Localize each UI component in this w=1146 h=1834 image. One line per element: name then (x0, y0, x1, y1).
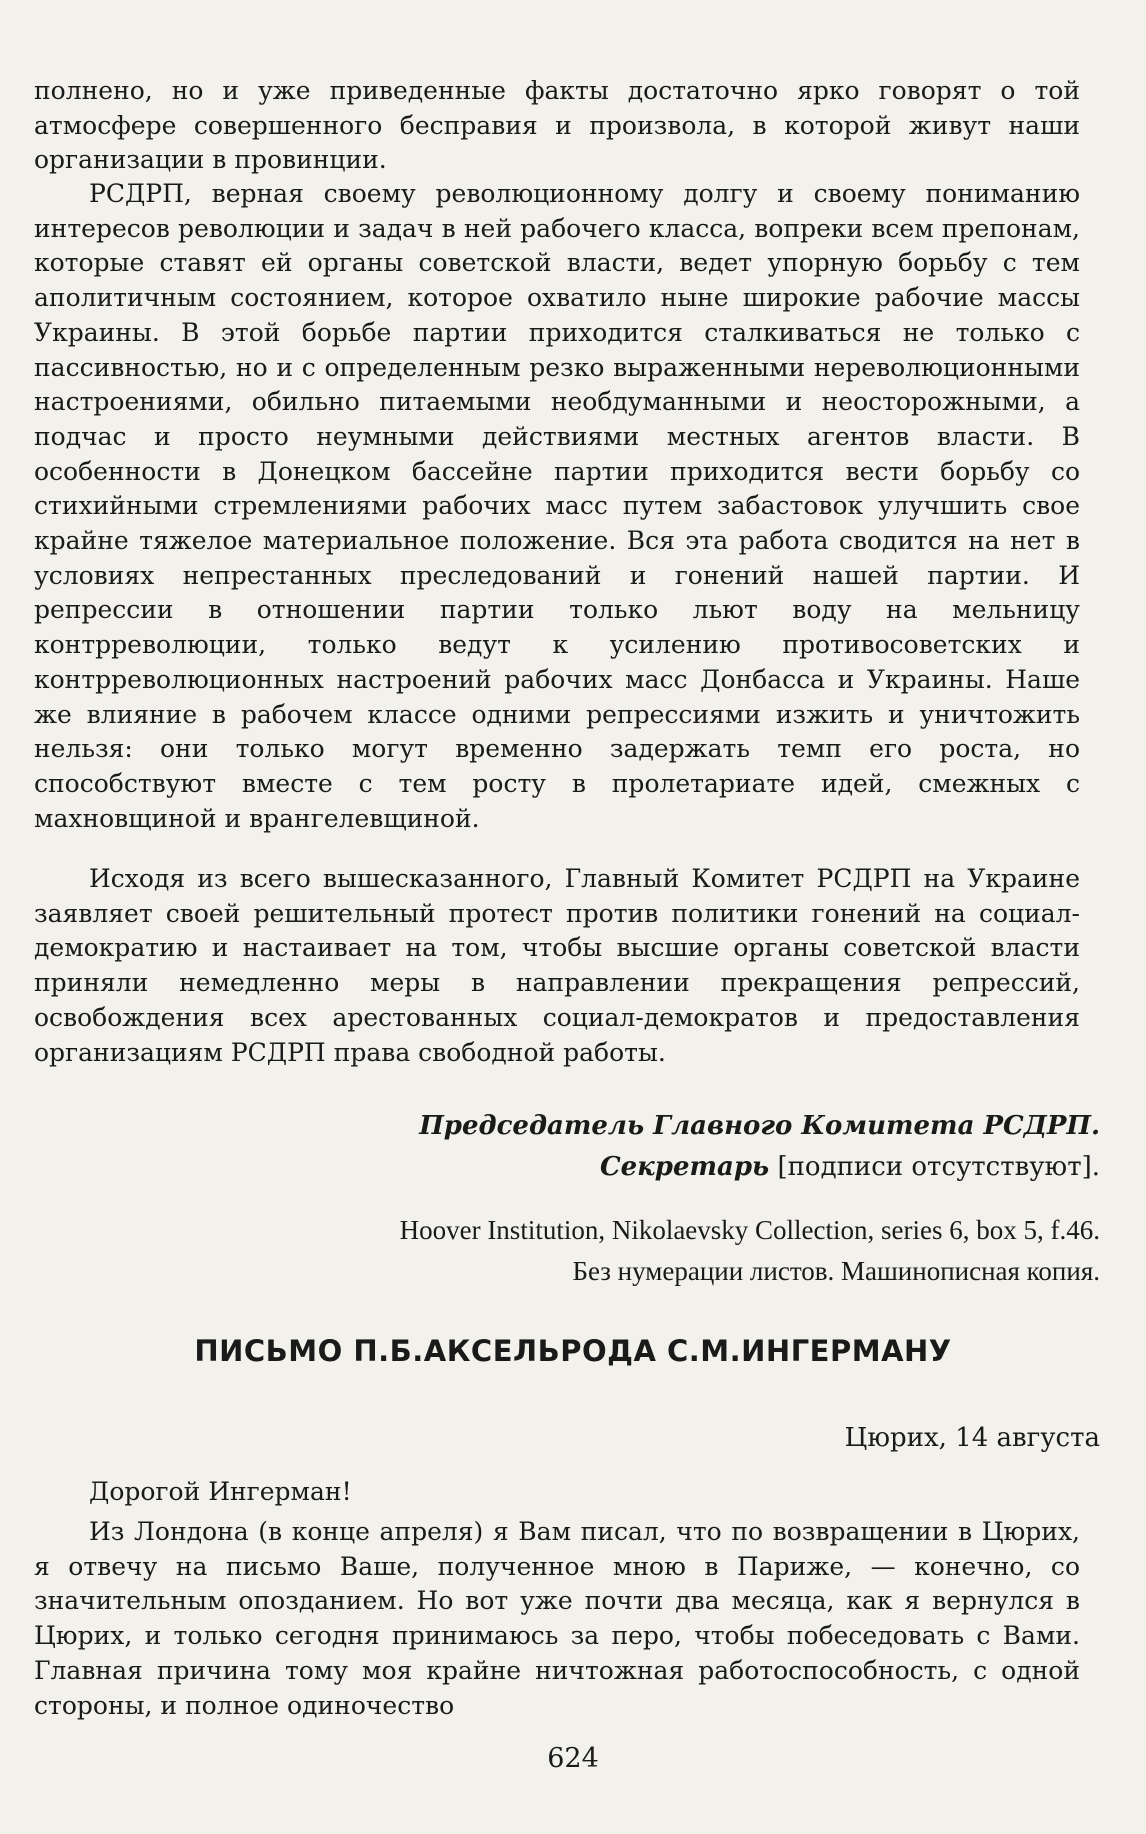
signature-chairman: Председатель Главного Комитета РСДРП. (419, 1111, 1100, 1141)
paragraph-block-conclusion (34, 862, 1080, 1070)
page-number: 624 (547, 1743, 599, 1774)
archive-source: Hoover Institution, Nikolaevsky Collection, series 6, box 5, f.46. (399, 1215, 1100, 1245)
letter-body (34, 1515, 1080, 1723)
paragraph-continuation (34, 74, 1080, 178)
letter-paragraph-1: Из Лондона (в конце апреля) я Вам писал, что по возвращении в Цюрих, я отвечу на письмо Ваше, полученное мною в Париже, — конечно, со значительным опозданием. Но вот уже почти два месяца, как я вернулся в Цюрих, и только сегодня принимаюсь за перо, чтобы побеседовать с Вами. Главная причина тому моя крайне ничтожная работоспособность, с одной стороны, и полное одиночество (34, 1517, 1080, 1720)
archive-note: Без нумерации листов. Машинописная копия. (572, 1256, 1100, 1286)
paragraph-1: полнено, но и уже приведенные факты достаточно ярко говорят о той атмосфере совершенного бесправия и произвола, в которой живут наши организации в провинции. (34, 76, 1080, 175)
secretary-note: [подписи отсутствуют]. (769, 1152, 1100, 1182)
letter-salutation: Дорогой Ингерман! (89, 1477, 352, 1506)
paragraph-2: РСДРП, верная своему революционному долгу и своему пониманию интересов революции и задач в ней рабочего класса, вопреки всем препонам, которые ставят ей органы советской власти, ведет упорную борьбу с тем аполитичным состоянием, которое охватило ныне широкие рабочие массы Украины. В этой борьбе партии приходится сталкиваться не только с пассивностью, но и с определенным резко выраженными нереволюционными настроениями, обильно питаемыми необдуманными и неосторожными, а подчас и просто неумными действиями местных агентов власти. В особенности в Донецком бассейне партии приходится вести борьбу со стихийными стремлениями рабочих масс путем забастовок улучшить свое крайне тяжелое материальное положение. Вся эта работа сводится на нет в условиях непрестанных преследований и гонений нашей партии. И репрессии в отношении партии только льют воду на мельницу контрреволюции, только ведут к усилению противосоветских и контрреволюционных настроений рабочих масс Донбасса и Украины. Наше же влияние в рабочем классе одними репрессиями изжить и уничтожить нельзя: они только могут временно задержать темп его роста, но способствуют вместе с тем росту в пролетариате идей, смежных с махновщиной и врангелевщиной. (34, 179, 1080, 833)
letter-heading: ПИСЬМО П.Б.АКСЕЛЬРОДА С.М.ИНГЕРМАНУ (194, 1334, 952, 1368)
letter-place-date: Цюрих, 14 августа (844, 1423, 1100, 1453)
signature-secretary (600, 1149, 1100, 1185)
secretary-label: Секретарь (599, 1152, 770, 1182)
paragraph-block-main (34, 177, 1080, 836)
paragraph-3: Исходя из всего вышесказанного, Главный Комитет РСДРП на Украине заявляет своей решительный протест против политики гонений на социал-демократию и настаивает на том, чтобы высшие органы советской власти приняли немедленно меры в направлении прекращения репрессий, освобождения всех арестованных социал-демократов и предоставления организациям РСДРП права свободной работы. (34, 864, 1080, 1067)
